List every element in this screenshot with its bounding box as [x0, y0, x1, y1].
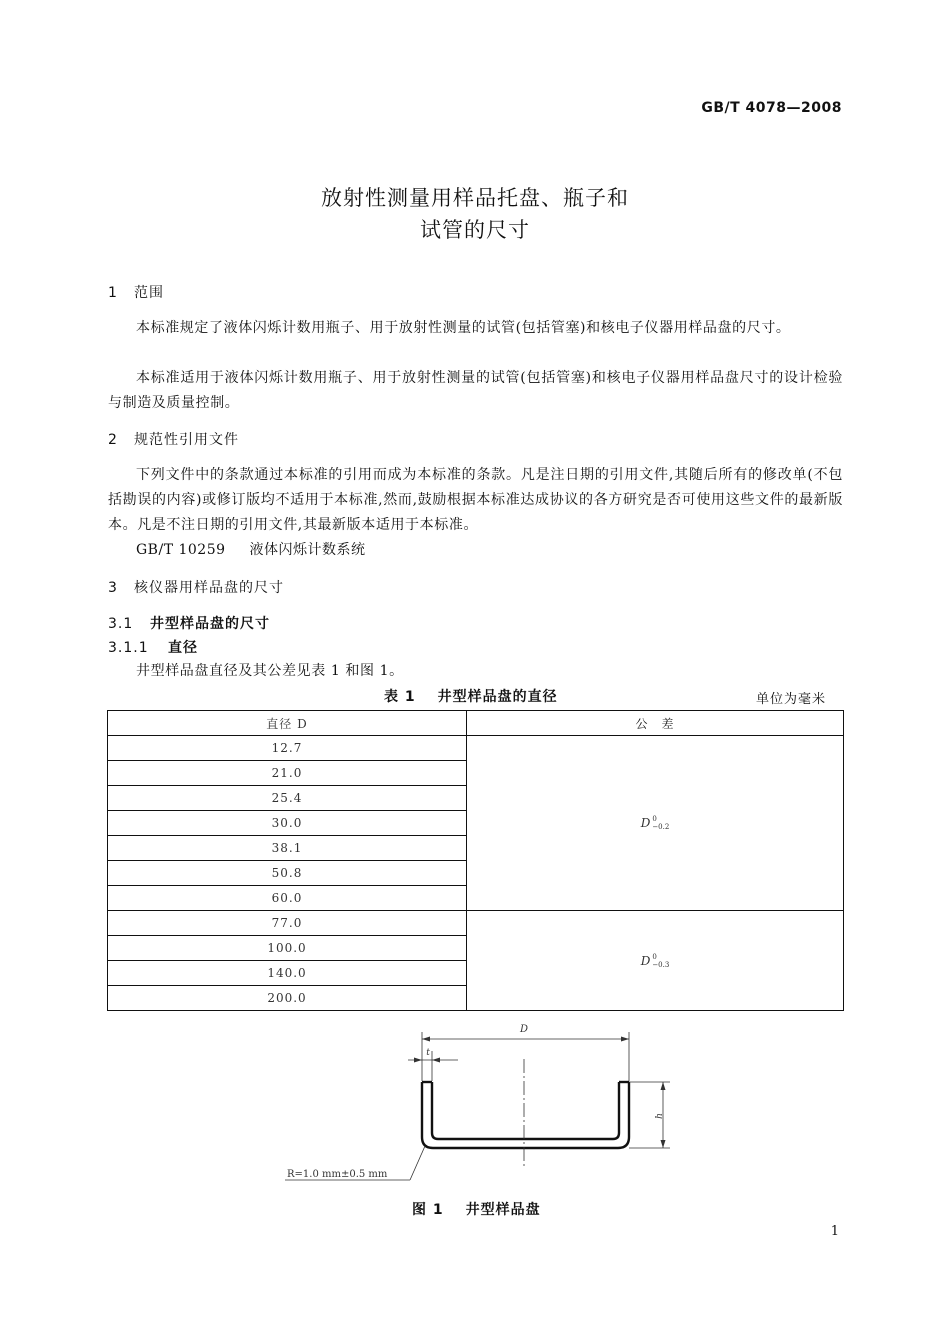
diameter-cell: 50.8 — [108, 861, 467, 886]
arrowhead — [621, 1037, 629, 1042]
page-number: 1 — [830, 1224, 839, 1239]
tolerance-lower: −0.3 — [652, 960, 670, 969]
diameter-cell: 140.0 — [108, 961, 467, 986]
section-title: 范围 — [134, 285, 164, 301]
table-title — [384, 686, 558, 706]
label-h: h — [655, 1113, 665, 1119]
diameter-cell: 100.0 — [108, 936, 467, 961]
section-2-heading — [108, 429, 239, 449]
arrowhead — [422, 1037, 430, 1042]
subsection-number: 3.1 — [108, 616, 134, 632]
table-number: 表 1 — [384, 689, 416, 705]
tolerance-cell-group-2 — [467, 911, 844, 1011]
section-number: 1 — [108, 285, 118, 301]
label-d: D — [519, 1024, 529, 1035]
label-t: t — [426, 1048, 430, 1058]
diameter-cell: 25.4 — [108, 786, 467, 811]
subsection-number: 3.1.1 — [108, 640, 149, 656]
tolerance-upper: 0 — [652, 952, 657, 961]
section-number: 2 — [108, 432, 118, 448]
table-header-row — [108, 711, 844, 736]
column-header-diameter: 直径 D — [108, 711, 467, 736]
figure-number: 图 1 — [412, 1202, 444, 1218]
reference-title: 液体闪烁计数系统 — [249, 542, 366, 558]
column-header-tolerance: 公 差 — [467, 711, 844, 736]
section-title: 核仪器用样品盘的尺寸 — [134, 580, 284, 596]
normative-reference — [136, 539, 366, 559]
diameter-cell: 21.0 — [108, 761, 467, 786]
subsection-title: 井型样品盘的尺寸 — [150, 616, 270, 632]
tolerance-upper: 0 — [652, 815, 657, 823]
table-row — [108, 911, 844, 936]
section-title: 规范性引用文件 — [134, 432, 239, 448]
figure-title: 井型样品盘 — [465, 1202, 541, 1218]
diameter-cell: 77.0 — [108, 911, 467, 936]
table-caption: 井型样品盘的直径 — [437, 689, 558, 705]
radius-leader — [410, 1146, 425, 1180]
subsection-3-1-heading — [108, 613, 270, 633]
tolerance-base: D — [640, 953, 651, 968]
arrowhead — [661, 1140, 666, 1148]
diameter-cell: 12.7 — [108, 736, 467, 761]
section-2-para-1: 下列文件中的条款通过本标准的引用而成为本标准的条款。凡是注日期的引用文件,其随后所有的修改单(不包括勘误的内容)或修订版均不适用于本标准,然而,鼓励根据本标准达成协议的各方研究是否可使用这些文件的最新版本。凡是不注日期的引用文件,其最新版本适用于本标准。 — [108, 467, 843, 533]
diameter-cell: 60.0 — [108, 886, 467, 911]
diameter-cell: 30.0 — [108, 811, 467, 836]
section-number: 3 — [108, 580, 118, 596]
section-1-para-1: 本标准规定了液体闪烁计数用瓶子、用于放射性测量的试管(包括管塞)和核电子仪器用样品盘的尺寸。 — [136, 320, 791, 336]
subsection-title: 直径 — [168, 640, 198, 656]
section-3-heading — [108, 577, 284, 597]
section-3-para-1: 井型样品盘直径及其公差见表 1 和图 1。 — [136, 663, 404, 679]
tolerance-lower: −0.2 — [652, 823, 670, 831]
figure-caption — [412, 1199, 541, 1219]
diameter-cell: 38.1 — [108, 836, 467, 861]
arrowhead — [661, 1082, 666, 1090]
well-tray-drawing — [270, 1015, 690, 1195]
table-row — [108, 736, 844, 761]
tray-inner-wall — [432, 1082, 619, 1139]
table-unit-note: 单位为毫米 — [755, 692, 826, 707]
section-1-heading — [108, 282, 164, 302]
document-title-line1: 放射性测量用样品托盘、瓶子和 — [321, 186, 629, 210]
subsection-3-1-1-heading — [108, 637, 198, 657]
arrowhead — [432, 1058, 440, 1063]
document-title-line2: 试管的尺寸 — [420, 218, 530, 242]
standard-code: GB/T 4078—2008 — [701, 100, 842, 116]
diameter-table — [107, 710, 844, 1011]
arrowhead — [414, 1058, 422, 1063]
reference-code: GB/T 10259 — [136, 542, 226, 558]
section-1-para-2: 本标准适用于液体闪烁计数用瓶子、用于放射性测量的试管(包括管塞)和核电子仪器用样品盘尺寸的设计检验与制造及质量控制。 — [108, 370, 843, 411]
diameter-cell: 200.0 — [108, 986, 467, 1011]
tolerance-cell-group-1 — [467, 736, 844, 911]
tolerance-base: D — [640, 816, 651, 830]
radius-note: R=1.0 mm±0.5 mm — [287, 1169, 388, 1180]
